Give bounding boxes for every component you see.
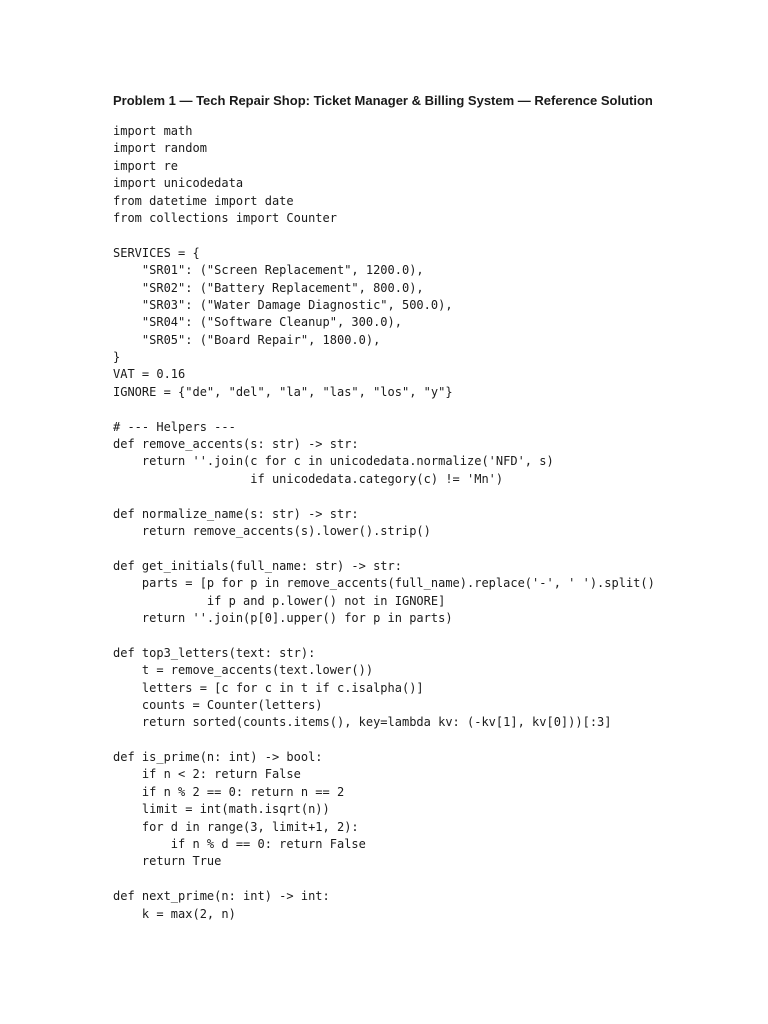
code-line: return ''.join(c for c in unicodedata.normalize('NFD', s) — [113, 454, 554, 469]
document-title: Problem 1 — Tech Repair Shop: Ticket Manager & Billing System — Reference Solution — [113, 93, 653, 108]
code-line: import random — [113, 141, 207, 156]
code-line: t = remove_accents(text.lower()) — [113, 663, 374, 678]
code-line: def is_prime(n: int) -> bool: — [113, 750, 323, 765]
code-line: def remove_accents(s: str) -> str: — [113, 437, 359, 452]
code-line: import math — [113, 124, 193, 138]
code-line: "SR03": ("Water Damage Diagnostic", 500.0), — [113, 297, 453, 312]
code-line — [113, 488, 655, 505]
code-line: if n < 2: return False — [113, 767, 301, 782]
code-line — [113, 540, 655, 557]
code-line: VAT = 0.16 — [113, 367, 186, 382]
code-line — [113, 871, 655, 888]
code-line: for d in range(3, limit+1, 2): — [113, 819, 359, 834]
code-line: k = max(2, n) — [113, 906, 236, 921]
code-line — [113, 227, 655, 244]
code-line: "SR02": ("Battery Replacement", 800.0), — [113, 280, 424, 295]
code-line: "SR05": ("Board Repair", 1800.0), — [113, 332, 381, 347]
code-line: } — [113, 350, 121, 365]
code-line: letters = [c for c in t if c.isalpha()] — [113, 680, 424, 695]
code-line: limit = int(math.isqrt(n)) — [113, 802, 330, 817]
code-line: return ''.join(p[0].upper() for p in parts) — [113, 610, 453, 625]
code-line — [113, 401, 655, 418]
code-block — [113, 123, 655, 923]
code-line: if n % 2 == 0: return n == 2 — [113, 784, 345, 799]
code-line — [113, 732, 655, 749]
code-line: from collections import Counter — [113, 210, 337, 225]
code-line: parts = [p for p in remove_accents(full_name).replace('-', ' ').split() — [113, 576, 655, 591]
code-line: if unicodedata.category(c) != 'Mn') — [113, 471, 504, 486]
code-line: def normalize_name(s: str) -> str: — [113, 506, 359, 521]
code-line: if p and p.lower() not in IGNORE] — [113, 593, 446, 608]
code-line: # --- Helpers --- — [113, 419, 236, 434]
code-line: IGNORE = {"de", "del", "la", "las", "los", "y"} — [113, 384, 453, 399]
code-line: return sorted(counts.items(), key=lambda kv: (-kv[1], kv[0]))[:3] — [113, 715, 612, 730]
code-line: "SR04": ("Software Cleanup", 300.0), — [113, 315, 402, 330]
code-line: "SR01": ("Screen Replacement", 1200.0), — [113, 263, 424, 278]
code-line: import re — [113, 158, 179, 173]
code-line: def get_initials(full_name: str) -> str: — [113, 558, 402, 573]
code-line: SERVICES = { — [113, 245, 200, 260]
code-line: def next_prime(n: int) -> int: — [113, 889, 330, 904]
code-line: counts = Counter(letters) — [113, 697, 323, 712]
code-line: return True — [113, 854, 222, 869]
code-line — [113, 627, 655, 644]
code-line: import unicodedata — [113, 176, 244, 191]
code-line: if n % d == 0: return False — [113, 837, 366, 852]
code-line: from datetime import date — [113, 193, 294, 208]
code-line: def top3_letters(text: str): — [113, 645, 316, 660]
code-line: return remove_accents(s).lower().strip() — [113, 523, 431, 538]
